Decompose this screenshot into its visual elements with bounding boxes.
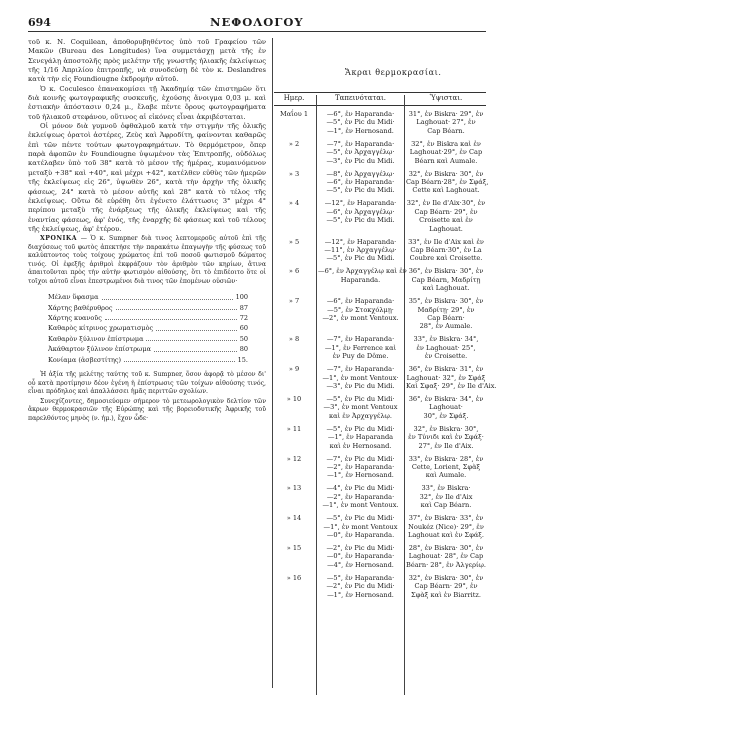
table-row [274, 395, 486, 420]
row-highest: 33°, ἐν Ile d'Aix καὶ ἐν Cap Béarn·30°, ἐν La Coubre καὶ Croisette. [408, 237, 484, 263]
row-highest: 28°, ἐν Biskra· 30°, ἐν Laghouat· 28°, ἐν Cap Béarn· 28°, ἐν Ἀλγερίῳ. [406, 544, 487, 569]
row-date: » 13 [286, 484, 302, 493]
row-highest: 32°, ἐν Biskra· 30°, ἐν Τύνιδι καὶ ἐν Σφάξ· 27°, ἐν Ile d'Aix. [408, 424, 484, 450]
row-highest: 37°, ἐν Biskra· 33°, ἐν Noukéz (Nice)· 29°, ἐν Laghouat καὶ ἐν Σφάξ. [407, 514, 485, 539]
paragraph: Ἡ ἀξία τῆς μελέτης ταύτης τοῦ κ. Sumpner, ὅσον ἀφορᾷ τὸ μέσον δι' οὗ κατὰ προτίμησιν δέον ἐγένη ἡ ἐπίστρωσις τῶν τοίχων αἰθούσης τινός, εἶναι πρόδηλος καὶ ἀπαλλάσσει ἡμᾶς περιττῶν σχολίων. [28, 371, 266, 396]
table-row [274, 199, 486, 233]
row-lowest: —5°, ἐν Pic du Midi· —1°, ἐν Haparanda καὶ ἐν Hernosand. [326, 424, 395, 450]
row-lowest: —4°, ἐν Pic du Midi· —2°, ἐν Haparanda· —1°, ἐν mont Ventoux. [322, 484, 399, 510]
column-header-date: Ημερ. [283, 94, 305, 102]
column-header-lowest: Ταπεινόταται. [334, 94, 386, 102]
table-row [274, 335, 486, 360]
row-highest: 36°, ἐν Biskra· 34°, ἐν Laghouat· 30°, ἐν Σφάξ. [408, 395, 484, 420]
list-item: Καθαρὸς κίτρινος χρωματισμὸς 60 [48, 324, 248, 333]
row-date: » 7 [288, 297, 300, 306]
row-lowest: —8°, ἐν Ἀρχαγγέλῳ· —6°, ἐν Haparanda· —5°, ἐν Pic du Midi. [326, 169, 395, 195]
row-highest: 32°, ἐν Ile d'Aix·30°, ἐν Cap Béarn· 29°, ἐν Croisette καὶ ἐν Laghouat. [406, 199, 486, 233]
list-item: Κονίαμα (ἀσβεστίτης) 15. [48, 355, 248, 364]
row-lowest: —6°, ἐν Haparanda· —5°, ἐν Pic du Midi· —1°, ἐν Hernosand. [326, 110, 395, 135]
row-highest: 32°, ἐν Biskra· 30°, ἐν Cap Béarn·28°, ἐν Σφάξ, Cette καὶ Laghouat. [406, 169, 489, 195]
row-lowest: —2°, ἐν Pic du Midi· —0°, ἐν Haparanda· —4°, ἐν Hernosand. [326, 544, 395, 569]
row-highest: 35°, ἐν Biskra· 30°, ἐν Μαδρίτῃ· 29°, ἐν Cap Béarn· 28°, ἐν Aumale. [408, 297, 484, 331]
row-lowest: —6°, ἐν Ἀρχαγγέλῳ καὶ ἐν Haparanda. [318, 267, 407, 284]
table-row [274, 574, 486, 599]
row-date: » 3 [288, 169, 300, 178]
row-date: » 8 [288, 335, 300, 344]
row-date: » 9 [288, 365, 300, 374]
row-lowest: —5°, ἐν Pic du Midi· —3°, ἐν mont Ventoux καὶ ἐν Ἀρχαγγέλῳ. [323, 395, 398, 420]
row-lowest: —5°, ἐν Pic du Midi· —1°, ἐν mont Ventoux —0°, ἐν Haparanda. [323, 514, 398, 539]
column-header-highest: Ὑψισται. [429, 94, 463, 102]
list-item: Μέλαν ὕφασμα 100 [48, 293, 248, 302]
row-date: » 10 [286, 395, 302, 403]
table-top-rule [274, 92, 486, 93]
left-column [28, 38, 266, 423]
row-highest: 36°, ἐν Biskra· 31°, ἐν Laghouat· 32°, ἐν Σφάξ Καὶ Σφαξ· 29°, ἐν Ile d'Aix. [406, 365, 497, 390]
row-lowest: —12°, ἐν Haparanda· —6°, ἐν Ἀρχαγγέλῳ· —5°, ἐν Pic du Midi. [324, 199, 397, 225]
table-row [274, 544, 486, 569]
table-row [274, 110, 486, 135]
table-row [274, 514, 486, 539]
table-row [274, 267, 486, 292]
table-row [274, 169, 489, 195]
paragraph: Συνεχίζοντες, δημοσιεύομεν σήμερον τὸ μετεωρολογικὸν δελτίον τῶν ἄκρων θερμοκρασιῶν τῆς Εὐρώπης καὶ τῆς βορειοδυτικῆς Ἀφρικῆς τοῦ παρελθόντος μηνὸς (ν. ἡμ.), ἔχον ὧδε· [28, 397, 266, 422]
table-row [274, 425, 486, 450]
row-lowest: —5°, ἐν Haparanda· —2°, ἐν Pic du Midi· —1°, ἐν Hernosand. [326, 573, 395, 599]
row-highest: 32°, ἐν Biskra· 30°, ἐν Cap Béarn· 29°, ἐν Σφὰξ καὶ ἐν Biarritz. [408, 573, 484, 599]
table-header-rule [274, 105, 486, 106]
row-date: » 14 [286, 514, 302, 523]
table-row [274, 238, 486, 263]
row-date: Μαΐου 1 [279, 110, 309, 118]
table-row [274, 455, 486, 480]
list-item: Χάρτης κυανοῦς 72 [48, 314, 248, 323]
materials-list [48, 292, 248, 365]
column-divider [272, 38, 273, 688]
chronicle-paragraph: ΧΡΟΝΙΚΑ — Ὁ κ. Sumpner διὰ τινος λεπτομεροῦς αὐτοῦ ἐπὶ τῆς διαχύσεως τοῦ φωτὸς ἀπεκτήσε τὴν παρακάτω ἐπαγωγὴν τῆς φύσεως τοῦ καλύπτοντος τοὺς τοίχους χρώματος ἐπὶ τοῦ ποσοῦ φωτισμοῦ δώματος τινός. Οἱ ἐφεξῆς ἀριθμοὶ ἐκφράζουν τὸν ἀριθμὸν τῶν κηρίων, ἅτινα ἀπαιτοῦνται πρὸς τὴν αὐτὴν φωτισμὸν αἰθούσης, ὅτι τὸ ἐπιδέοιτο ὅτε οἱ τοῖχοι αὐτοῦ εἶναι ἐπεστρωμένοι διὰ τινος τῶν ἑπομένων οὐσιῶν· [28, 235, 266, 285]
table-row [274, 484, 486, 509]
row-date: » 16 [286, 573, 302, 582]
row-highest: 31°, ἐν Biskra· 29°, ἐν Laghouat· 27°, ἐν Cap Béarn. [408, 110, 484, 135]
list-item: Ἀκάθαρτον ξύλινον ἐπίστρωμα 80 [48, 345, 248, 354]
table-title: Ἄκραι θερμοκρασίαι. [345, 68, 442, 77]
paragraph: τοῦ κ. Ν. Coquilean, ἀποθορυβηθέντος ὑπὸ τοῦ Γραφείου τῶν Μακῶν (Bureau des Longitudes) ἵνα συμμετάσχῃ μετὰ τῆς ἐν Σενεγάλῃ ἀποστολῆς πρὸς μελέτην τῆς γνωστῆς ἡλιακῆς ἐκλείψεως τῆς 1/16 Ἀπριλίου ἐπιτροπῆς, νὰ συνοδεύσῃ δὲ τὸν κ. Deslandres κατὰ τὴν εἰς Foundiougne ἐκδρομὴν αὐτοῦ. [28, 38, 266, 84]
row-lowest: —12°, ἐν Haparanda· —11°, ἐν Ἀρχαγγέλῳ· —5°, ἐν Pic du Midi. [324, 237, 397, 263]
row-highest: 33°, ἐν Biskra· 32°, ἐν Ile d'Aix καὶ Cap Béarn. [419, 484, 473, 510]
row-date: » 12 [286, 454, 302, 463]
row-lowest: —7°, ἐν Haparanda· —5°, ἐν Ἀρχαγγέλῳ· —3°, ἐν Pic du Midi. [326, 139, 395, 165]
row-lowest: —7°, ἐν Haparanda· —1°, ἐν mont Ventoux· —3°, ἐν Pic du Midi. [322, 365, 399, 390]
chronicle-text: Ὁ κ. Sumpner διὰ τινος λεπτομεροῦς αὐτοῦ ἐπὶ τῆς διαχύσεως τοῦ φωτὸς ἀπεκτήσε τὴν παρακάτω ἐπαγωγὴν τῆς φύσεως τοῦ καλύπτοντος τοὺς τοίχους χρώματος ἐπὶ τοῦ ποσοῦ φωτισμοῦ δώματος τινός. Οἱ ἐφεξῆς ἀριθμοὶ ἐκφράζουν τὸν ἀριθμὸν τῶν κηρίων, ἅτινα ἀπαιτοῦνται πρὸς τὴν αὐτὴν φωτισμὸν αἰθούσης, ὅτι τὸ ἐπιδέοιτο ὅτε οἱ τοῖχοι αὐτοῦ εἶναι ἐπεστρωμένοι διὰ τινος τῶν ἑπομένων οὐσιῶν· [28, 235, 266, 285]
row-highest: 33°, ἐν Biskra· 28°, ἐν Cette, Lorient, Σφὰξ καὶ Aumale. [408, 454, 484, 480]
row-date: » 11 [286, 424, 302, 433]
row-date: » 15 [286, 544, 302, 552]
row-date: » 4 [288, 199, 300, 208]
page-number: 694 [28, 16, 51, 29]
row-date: » 5 [288, 237, 300, 246]
row-highest: 33°, ἐν Biskra· 34°, ἐν Laghouat· 25°, ἐν Croisette. [413, 335, 479, 361]
running-title: ΝΕΦΟΛΟΓΟΥ [210, 15, 304, 29]
list-item: Καθαρὸν ξύλινον ἐπίστρωμα 50 [48, 334, 248, 343]
row-lowest: —7°, ἐν Haparanda· —1°, ἐν Ferrence καὶ ἐν Puy de Dôme. [324, 335, 397, 361]
paragraph: Οἱ μόνον διὰ γυμνοῦ ὀφθαλμοῦ κατὰ τὴν στιγμὴν τῆς ὁλικῆς ἐκλείψεως ὁρατοὶ ἀστέρες, Ζεὺς καὶ Ἀφροδίτη, φαίνονται καθαρῶς ἐπὶ τῶν πέντε τούτων φωτογραφημάτων. Τὸ θερμόμετρον, ὅπερ παρὰ ἀφοπῶν ἐν Foundiougne ὑψωμένον τὰς Ἐπιτροπῆς, οὐδόλως κατέλαβεν ὑπὸ τοῦ 38° κατὰ τὸ μέσον τῆς ἡμέρας, κυμαινόμενον μεταξὺ +38° καὶ +40°, καὶ μέχρι +42°, κατέλθεν εὐθὺς τῶν ἡμερῶν τῆς ἐκλείψεως εἰς 26°, ὑψωθὲν 26°, κατὰ τὴν ἀρχὴν τῆς ὁλικῆς φάσεως, 24° κατὰ τὸ μέσον αὐτῆς καὶ 28° κατὰ τὸ τέλος τῆς ἐκλείψεως. Οὕτω δὲ εὑρέθη ὅτι ἐγένετο ἐλάττωσις 3° μέχρι 4° περίπου μεταξὺ τῆς ἐνάρξεως τῆς ὁλικῆς ἐκλείψεως καὶ τῆς ἐναντίας φάσεως, ἀφ' ἑνός, τῆς ἐναρχῆς δὲ φάσεως καὶ τοῦ τέλους τῆς ἐκλείψεως, ἀφ' ἑτέρου. [28, 122, 266, 233]
row-lowest: —6°, ἐν Haparanda· —5°, ἐν Στοκχόλμῃ· —2°, ἐν mont Ventoux. [322, 297, 399, 322]
row-date: » 2 [288, 139, 300, 148]
row-highest: 32°, ἐν Biskra καὶ ἐν Laghouat·29°, ἐν Cap Béarn καὶ Aumale. [409, 139, 483, 165]
table-row [274, 297, 486, 331]
paragraph: Ὁ κ. Coculesco ἐπανακομίσει τῇ Ἀκαδημίᾳ τῶν ἐπιστημῶν ὅτι διὰ κοινῆς φωτογραφικῆς συσκευῆς, ἐχούσης ἄνοιγμα 0,03 μ. καὶ ἑστιακὴν ἀπόστασιν 0,24 μ., ἔλαβε πέντε ὅρους φωτογραφήματα τοῦ ἡλιακοῦ στεφάνου, οὕτινος αἱ εἰκόνες εἶναι ἀκριβέσταται. [28, 84, 266, 121]
row-highest: 36°, ἐν Biskra· 30°, ἐν Cap Béarn, Μαδρίτῃ καὶ Laghouat. [408, 267, 484, 293]
row-date: » 6 [288, 267, 300, 276]
chronicle-label: ΧΡΟΝΙΚΑ [40, 235, 78, 243]
list-item: Χάρτης βαθέρυθρος 87 [48, 303, 248, 312]
table-row [274, 365, 497, 390]
row-lowest: —7°, ἐν Pic du Midi· —2°, ἐν Haparanda· —1°, ἐν Hernosand. [326, 454, 395, 480]
table-row [274, 140, 486, 165]
